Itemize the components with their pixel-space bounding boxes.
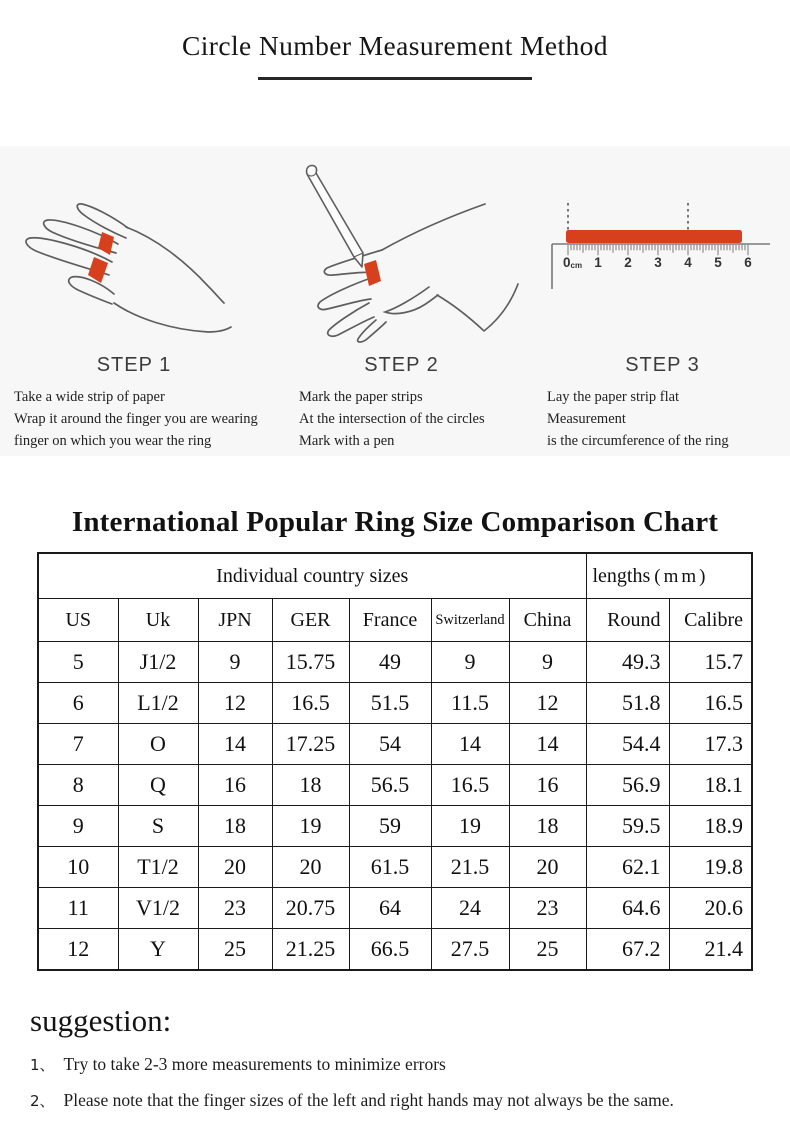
table-row [38,642,752,683]
table-cell: 54 [349,724,431,765]
table-row [38,929,752,971]
table-cell: 9 [509,642,586,683]
table-cell: T1/2 [118,847,198,888]
table-cell: 59.5 [586,806,669,847]
step-1-line-2: Wrap it around the finger you are wearing [14,411,258,427]
table-cell: Q [118,765,198,806]
size-table-body [38,642,752,971]
chart-title: International Popular Ring Size Comparison Chart [71,506,719,538]
item-1-text: Try to take 2-3 more measurements to minimize errors [63,1054,446,1074]
table-cell: 17.25 [272,724,349,765]
table-cell: 20.6 [669,888,752,929]
col-header-jpn: JPN [198,599,272,642]
table-cell: 21.4 [669,929,752,971]
table-cell: 25 [509,929,586,971]
table-row [38,888,752,929]
table-cell: 16.5 [431,765,509,806]
step-1-line-1: Take a wide strip of paper [14,389,165,405]
ruler-with-strip-icon [538,191,788,301]
table-cell: 5 [38,642,118,683]
col-header-china: China [509,599,586,642]
table-cell: 64.6 [586,888,669,929]
table-cell: J1/2 [118,642,198,683]
ruler-number-3: 3 [653,255,662,270]
group-header-country-sizes: Individual country sizes [38,553,586,599]
table-cell: 20.75 [272,888,349,929]
table-cell: 12 [509,683,586,724]
table-cell: 23 [509,888,586,929]
step-2 [268,146,535,456]
step-3 [535,146,790,456]
table-cell: 14 [509,724,586,765]
table-cell: 9 [431,642,509,683]
table-cell: 62.1 [586,847,669,888]
table-cell: 18.9 [669,806,752,847]
col-header-switzerland: Switzerland [431,599,509,642]
group-header-lengths [586,553,752,599]
table-cell: 17.3 [669,724,752,765]
hand-outline [484,284,518,331]
hand-with-paper-strip-icon [15,186,253,338]
col-header-france: France [349,599,431,642]
table-cell: 18 [272,765,349,806]
table-cell: 11.5 [431,683,509,724]
table-cell: 18.1 [669,765,752,806]
ruler-number-4: 4 [683,255,692,270]
col-header-us: US [38,599,118,642]
table-cell: S [118,806,198,847]
step-3-line-2: Measurement [547,411,626,427]
table-cell: 9 [38,806,118,847]
pen-icon [306,166,362,268]
lengths-unit: (mm) [654,565,709,587]
table-cell: O [118,724,198,765]
group-header-row [38,553,752,599]
table-cell: 18 [509,806,586,847]
table-cell: 18 [198,806,272,847]
table-cell: 15.7 [669,642,752,683]
table-cell: 16.5 [669,683,752,724]
step-1-label: STEP 1 [96,354,172,376]
col-header-ger: GER [272,599,349,642]
table-cell: 24 [431,888,509,929]
hand-outline [437,295,483,330]
table-cell: 59 [349,806,431,847]
table-cell: 10 [38,847,118,888]
step-3-illustration [535,146,790,354]
step-2-illustration [268,146,535,354]
ruler-number-2: 2 [623,255,632,270]
table-cell: 15.75 [272,642,349,683]
hand-outline [382,204,485,250]
ruler-number-6: 6 [743,255,752,270]
steps-section [0,146,790,456]
ruler-number-5: 5 [713,255,722,270]
table-cell: 21.25 [272,929,349,971]
step-3-description [535,386,790,452]
step-2-line-3: Mark with a pen [299,433,395,449]
suggestion-section [0,1003,790,1111]
table-row [38,683,752,724]
suggestion-heading: suggestion: [30,1003,172,1038]
item-2-marker: 2、 [30,1092,55,1110]
table-row [38,847,752,888]
ring-size-table [37,552,753,971]
step-2-line-1: Mark the paper strips [299,389,423,405]
table-cell: 6 [38,683,118,724]
table-row [38,724,752,765]
table-cell: 54.4 [586,724,669,765]
table-cell: V1/2 [118,888,198,929]
paper-strip [364,260,381,286]
column-header-row [38,599,752,642]
table-cell: 49 [349,642,431,683]
table-cell: 14 [431,724,509,765]
hand-outline [385,287,438,314]
table-cell: L1/2 [118,683,198,724]
table-cell: 61.5 [349,847,431,888]
table-cell: 8 [38,765,118,806]
table-cell: 19.8 [669,847,752,888]
suggestion-item-1 [30,1054,790,1075]
lengths-label: lengths [592,564,651,587]
paper-strip [566,230,742,243]
table-cell: 7 [38,724,118,765]
table-row [38,765,752,806]
table-cell: 20 [272,847,349,888]
table-cell: 56.9 [586,765,669,806]
hand-marking-with-pen-icon [277,160,527,345]
table-cell: 20 [198,847,272,888]
step-3-label: STEP 3 [625,354,700,376]
table-cell: 51.5 [349,683,431,724]
col-header-calibre: Calibre [669,599,752,642]
table-cell: 49.3 [586,642,669,683]
step-1-line-3: finger on which you wear the ring [14,433,212,449]
table-row [38,806,752,847]
table-cell: 64 [349,888,431,929]
step-1-description [0,386,268,452]
step-2-label: STEP 2 [364,354,439,376]
title-underline [258,77,532,80]
item-2-text: Please note that the finger sizes of the left and right hands may not always be the same. [63,1090,674,1110]
step-3-line-1: Lay the paper strip flat [547,389,680,405]
table-cell: Y [118,929,198,971]
table-cell: 19 [272,806,349,847]
table-cell: 66.5 [349,929,431,971]
table-cell: 14 [198,724,272,765]
step-1-illustration [0,146,268,354]
table-cell: 16 [198,765,272,806]
suggestion-item-2 [30,1090,790,1111]
table-cell: 56.5 [349,765,431,806]
step-3-line-3: is the circumference of the ring [547,433,729,449]
ruler-number-1: 1 [593,255,602,270]
table-cell: 16.5 [272,683,349,724]
hand-outline [114,303,231,332]
table-cell: 11 [38,888,118,929]
table-cell: 16 [509,765,586,806]
table-cell: 27.5 [431,929,509,971]
hand-outline [69,277,114,304]
table-cell: 51.8 [586,683,669,724]
table-cell: 21.5 [431,847,509,888]
step-2-line-2: At the intersection of the circles [299,411,485,427]
table-cell: 12 [38,929,118,971]
hand-outline [126,227,224,303]
item-1-marker: 1、 [30,1056,55,1074]
table-cell: 25 [198,929,272,971]
table-cell: 67.2 [586,929,669,971]
col-header-uk: Uk [118,599,198,642]
paper-strip [88,257,108,283]
table-cell: 23 [198,888,272,929]
col-header-round: Round [586,599,669,642]
step-2-description [268,386,535,452]
table-cell: 20 [509,847,586,888]
table-cell: 19 [431,806,509,847]
ruler-ticks [568,245,748,256]
table-cell: 9 [198,642,272,683]
step-1 [0,146,268,456]
page-title: Circle Number Measurement Method [182,30,608,61]
table-cell: 12 [198,683,272,724]
ruler-number-0: 0cm [562,255,582,270]
